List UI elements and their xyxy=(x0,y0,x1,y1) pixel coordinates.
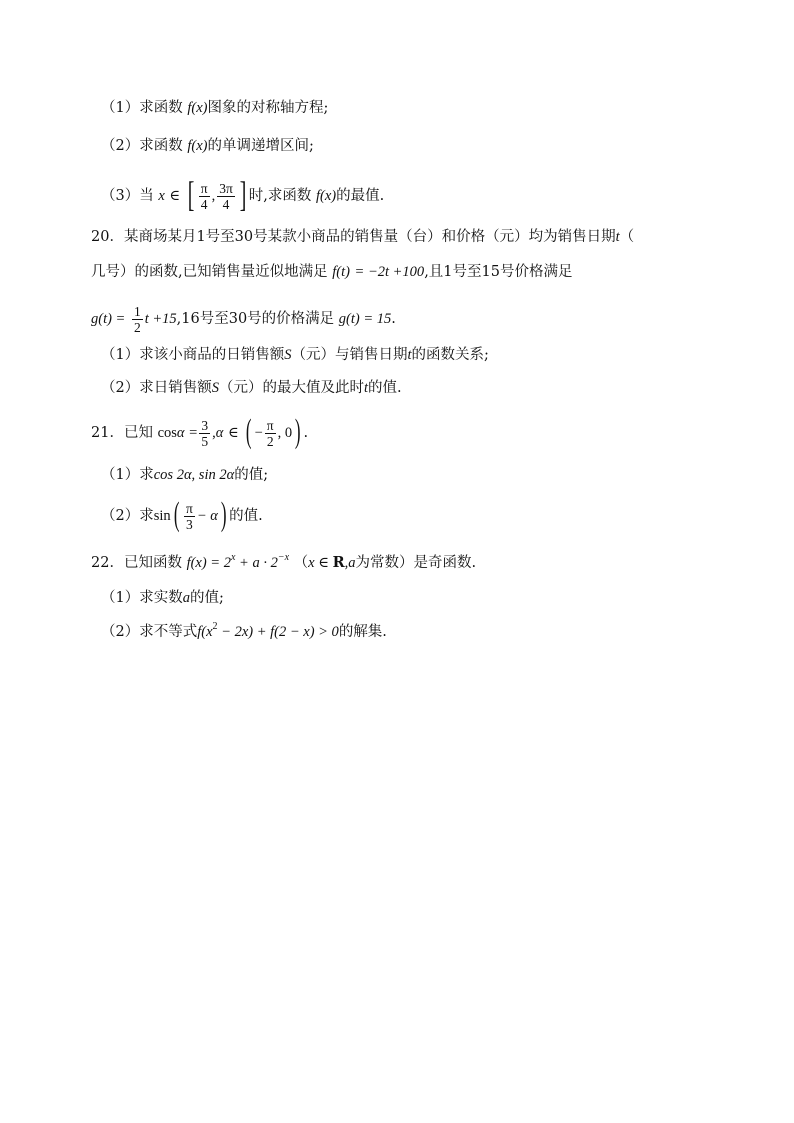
numerator: 1 xyxy=(133,303,141,319)
math-expr: g(t) = 15 xyxy=(338,311,392,327)
left-bracket: [ xyxy=(187,174,195,214)
right-paren: ) xyxy=(294,412,301,450)
superscript: x xyxy=(230,552,236,563)
math-cos: cos xyxy=(157,425,177,441)
fraction xyxy=(217,181,235,212)
q20-line1 xyxy=(91,227,634,247)
text: 几号）的函数,已知销售量近似地满足 xyxy=(91,264,328,280)
text: ,且1号至15号价格满足 xyxy=(424,264,573,280)
math-S: S xyxy=(211,380,219,396)
math-expr: cos 2α, sin 2α xyxy=(153,467,235,483)
text: 求日销售额 xyxy=(139,380,212,396)
q20-part2 xyxy=(101,378,402,398)
q20-line3 xyxy=(91,300,396,338)
math-expr: f(x xyxy=(197,624,213,640)
math-zero: , 0 xyxy=(277,425,293,441)
text: 已知 xyxy=(123,425,153,441)
text: . xyxy=(391,311,396,327)
q19-part2 xyxy=(101,136,314,156)
math-t: t xyxy=(407,347,412,363)
numerator: π xyxy=(266,417,274,433)
text: （元）的最大值及此时 xyxy=(218,380,364,396)
text: （ xyxy=(293,555,309,571)
q22-line1 xyxy=(91,553,476,573)
text: ,16号至30号的价格满足 xyxy=(176,311,335,327)
math-in: ∈ xyxy=(227,425,239,441)
math-expr: + a · 2 xyxy=(235,555,278,571)
math-alpha: α xyxy=(215,425,224,441)
denominator: 4 xyxy=(217,196,235,212)
q20-line2 xyxy=(91,262,572,282)
text: 的值; xyxy=(189,590,224,606)
math-expr: − 2x) + f(2 − x) > 0 xyxy=(217,624,339,640)
left-paren: ( xyxy=(246,412,252,450)
math-fx: f(x) xyxy=(187,100,208,116)
math-t: t xyxy=(363,380,369,396)
math-x: x ∈ xyxy=(308,555,333,571)
text: 求该小商品的日销售额 xyxy=(139,347,285,363)
text: 的解集. xyxy=(338,624,387,640)
denominator: 2 xyxy=(133,319,141,335)
math-a: ,a xyxy=(344,555,356,571)
text: 的函数关系; xyxy=(411,347,489,363)
part-label: （3） xyxy=(101,188,140,204)
math-expr: − α xyxy=(196,508,218,524)
denominator: 4 xyxy=(199,196,210,212)
right-bracket: ] xyxy=(239,174,247,214)
q22-part2 xyxy=(101,622,387,642)
math-fx: f(x) xyxy=(187,138,208,154)
math-x: x xyxy=(158,188,165,204)
text: 为常数）是奇函数. xyxy=(355,555,477,571)
left-paren: ( xyxy=(173,495,180,533)
denominator: 3 xyxy=(184,516,195,532)
part-label: （1） xyxy=(101,100,140,116)
superscript: 2 xyxy=(212,621,218,632)
numerator: π xyxy=(185,500,193,516)
math-eq: = xyxy=(189,425,198,441)
q21-part1 xyxy=(101,465,268,485)
question-number: 22． xyxy=(91,555,124,571)
part-label: （1） xyxy=(101,467,140,483)
math-gt: g(t) = xyxy=(91,311,126,327)
superscript: −x xyxy=(277,552,290,563)
q19-part1 xyxy=(101,98,328,118)
text: 求实数 xyxy=(139,590,183,606)
denominator: 5 xyxy=(201,433,209,449)
math-fx: f(x) xyxy=(315,188,337,204)
part-label: （2） xyxy=(101,624,140,640)
math-expr: = −2t +100 xyxy=(354,264,425,280)
text: 求函数 xyxy=(139,100,183,116)
text: （元）与销售日期 xyxy=(291,347,408,363)
text: 求 xyxy=(139,508,154,524)
text: 求不等式 xyxy=(139,624,198,640)
q21-line1 xyxy=(91,413,308,453)
part-label: （1） xyxy=(101,347,140,363)
math-expr: t +15 xyxy=(144,311,177,327)
part-label: （2） xyxy=(101,138,140,154)
part-label: （2） xyxy=(101,508,140,524)
math-in: ∈ xyxy=(169,188,181,204)
text: 的值. xyxy=(229,508,263,524)
numerator: 3π xyxy=(219,180,233,196)
denominator: 2 xyxy=(265,433,276,449)
q20-part1 xyxy=(101,345,489,365)
text: （ xyxy=(619,229,635,245)
text: 求 xyxy=(139,467,154,483)
question-number: 21． xyxy=(91,425,124,441)
math-alpha: α xyxy=(176,425,185,441)
fraction xyxy=(265,418,276,449)
fraction xyxy=(199,181,210,212)
fraction xyxy=(184,501,195,532)
math-ft: f(t) xyxy=(332,264,350,280)
text: 某商场某月1号至30号某款小商品的销售量（台）和价格（元）均为销售日期 xyxy=(123,229,616,245)
question-number: 20． xyxy=(91,229,124,245)
math-sin: sin xyxy=(153,508,171,524)
math-minus: − xyxy=(254,425,263,441)
q22-part1 xyxy=(101,588,224,608)
text: . xyxy=(303,425,309,441)
fraction xyxy=(132,304,143,335)
text: 求函数 xyxy=(139,138,183,154)
math-a: a xyxy=(182,590,190,606)
math-S: S xyxy=(284,347,292,363)
text: 的单调递增区间; xyxy=(207,138,314,154)
text: 图象的对称轴方程; xyxy=(207,100,329,116)
text: 已知函数 xyxy=(123,555,182,571)
right-paren: ) xyxy=(220,495,227,533)
text: 的值. xyxy=(368,380,402,396)
q19-part3: （3）当 x ∈ [ $\frac{\pi}{4}$ , $\frac{3\pi}{4}$ ] 时,求函数 f(x)的最值. xyxy=(101,174,385,214)
math-comma: , xyxy=(212,425,216,441)
q21-part2 xyxy=(101,496,263,536)
part-label: （1） xyxy=(101,590,140,606)
math-R: R xyxy=(332,554,345,571)
math-t: t xyxy=(615,229,620,245)
text: 的最值. xyxy=(336,188,385,204)
text: 当 xyxy=(139,188,154,204)
numerator: π xyxy=(200,180,208,196)
math-expr: f(x) = 2 xyxy=(186,555,231,571)
text: 时,求函数 xyxy=(248,188,312,204)
part-label: （2） xyxy=(101,380,140,396)
text: 的值; xyxy=(234,467,269,483)
numerator: 3 xyxy=(201,417,209,433)
fraction xyxy=(199,418,210,449)
